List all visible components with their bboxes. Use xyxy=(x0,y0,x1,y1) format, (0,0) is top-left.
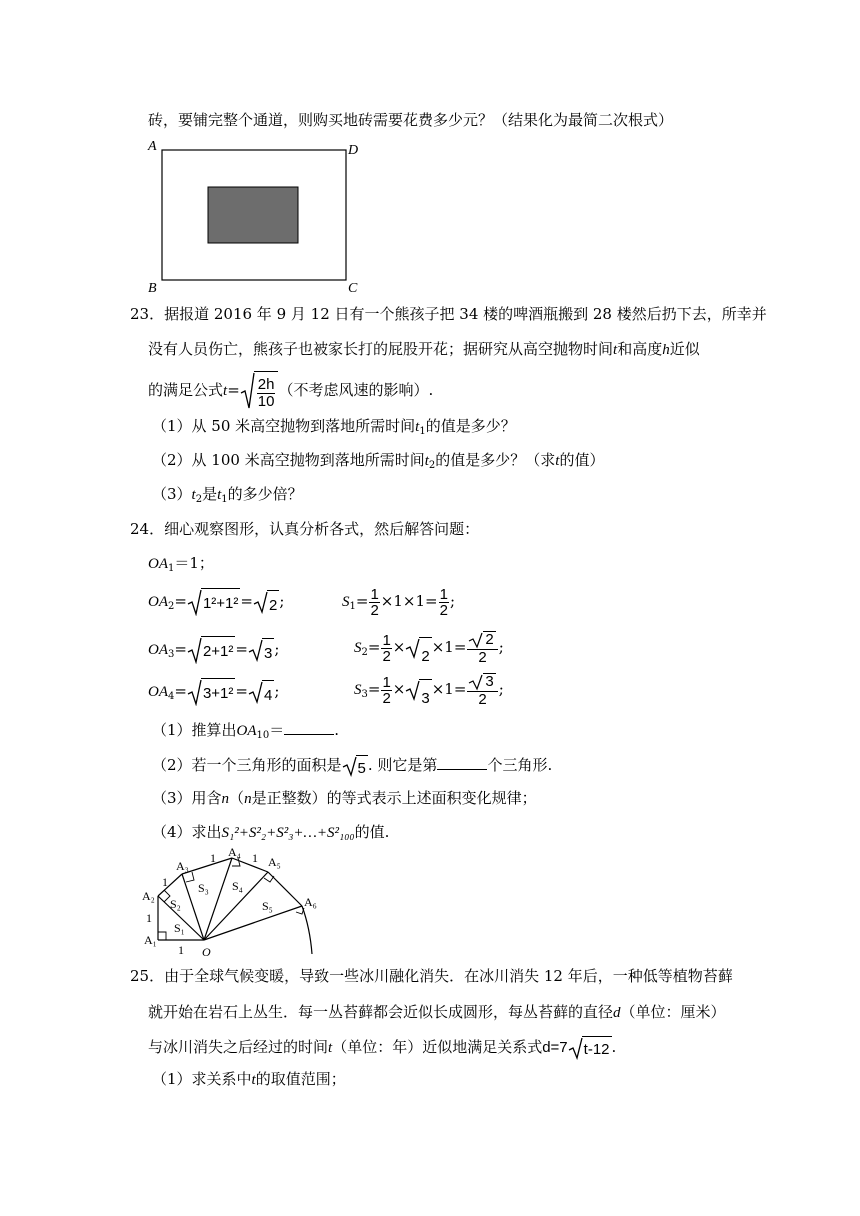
label-c: C xyxy=(348,281,358,294)
q24-oa4-eq: $OA_4=$ 3+1² = 4 ; xyxy=(148,676,279,706)
label-len-oa1: 1 xyxy=(178,943,184,957)
q25-line1: 25．由于全球气候变暖，导致一些冰川融化消失．在冰川消失 12 年后，一种低等植物苔藓 xyxy=(130,967,733,985)
q24-spiral-figure xyxy=(140,848,330,958)
q23-line2: 没有人员伤亡，熊孩子也被家长打的屁股开花；据研究从高空抛物时间t和高度h近似 xyxy=(148,340,700,358)
label-a1: A₁ xyxy=(144,933,157,947)
q25-line3: 与冰川消失之后经过的时间t（单位：年）近似地满足关系式d=7 t-12 . xyxy=(148,1034,616,1060)
q24-part3: （3）用含n（n是正整数）的等式表示上述面积变化规律； xyxy=(152,789,537,807)
q24-oa2-eq: $OA_2=$ 1²+1² = 2 ; xyxy=(148,586,284,616)
label-len-a4a5: 1 xyxy=(252,851,258,865)
q23-formula-line: 的满足公式t= $\frac{2h}{10}$ （不考虑风速的影响）. xyxy=(148,370,433,410)
label-d: D xyxy=(348,143,359,158)
label-s4: S₄ xyxy=(232,879,243,893)
label-len-a3a4: 1 xyxy=(210,851,216,865)
q24-oa1: $OA_1=1$； xyxy=(148,554,214,574)
label-s5: S₅ xyxy=(262,899,273,913)
sqrt-formula: $\frac{2h}{10}$ xyxy=(240,371,279,411)
answer-blank xyxy=(284,720,334,735)
label-a5: A₅ xyxy=(268,855,281,869)
label-s2: S₂ xyxy=(170,897,181,911)
q23-part1: （1）从 50 米高空抛物到落地所需时间$t_1$的值是多少？ xyxy=(152,417,516,437)
q24-s3-eq: $S_3=$ $\frac{1}{2}$ × 3×1= $\frac{3}{2}$ ; xyxy=(354,670,504,708)
q25-part1: （1）求关系中t的取值范围； xyxy=(152,1070,346,1088)
q23-part2: （2）从 100 米高空抛物到落地所需时间$t_2$的值是多少？（求t的值） xyxy=(152,451,605,471)
q25-line2: 就开始在岩石上丛生．每一丛苔藓都会近似长成圆形，每丛苔藓的直径d（单位：厘米） xyxy=(148,1003,726,1021)
q24-intro: 24．细心观察图形，认真分析各式，然后解答问题： xyxy=(130,520,480,538)
q24-part1: （1）推算出$OA_{10}=$ . xyxy=(152,721,340,741)
label-s1: S₁ xyxy=(174,921,185,935)
answer-blank xyxy=(437,755,487,770)
q24-oa3-eq: $OA_3=$ 2+1² = 3 ; xyxy=(148,634,279,664)
q22-rectangle-figure xyxy=(140,136,370,294)
label-len-a1a2: 1 xyxy=(146,911,152,925)
q22-tail-text: 砖，要铺完整个通道，则购买地砖需要花费多少元？（结果化为最简二次根式） xyxy=(148,111,674,129)
q24-part4: （4）求出S₁²+S²₂+S²₃+…+S²₁₀₀的值. xyxy=(152,823,390,841)
label-b: B xyxy=(148,281,157,294)
label-a3: A₃ xyxy=(176,859,189,873)
q24-s1-eq: $S_1=$ $\frac{1}{2}$ ×1×1= $\frac{1}{2}$ ; xyxy=(342,585,455,619)
label-a: A xyxy=(148,139,157,154)
q24-part2: （2）若一个三角形的面积是 5 . 则它是第 个三角形. xyxy=(152,752,552,778)
label-s3: S₃ xyxy=(198,881,209,895)
label-len-a2a3: 1 xyxy=(162,875,168,889)
label-a2: A₂ xyxy=(142,889,155,903)
label-a4: A₄ xyxy=(228,848,241,859)
label-o: O xyxy=(202,945,211,958)
q24-s2-eq: $S_2=$ $\frac{1}{2}$ × 2×1= $\frac{2}{2}$ ; xyxy=(354,628,504,666)
q23-line1: 23．据报道 2016 年 9 月 12 日有一个熊孩子把 34 楼的啤酒瓶搬到 28 楼然后扔下去，所幸并 xyxy=(130,305,767,323)
q23-part3: $(3)t_2$是$t_1$的多少倍？ xyxy=(152,485,303,505)
label-a6: A₆ xyxy=(304,895,317,909)
